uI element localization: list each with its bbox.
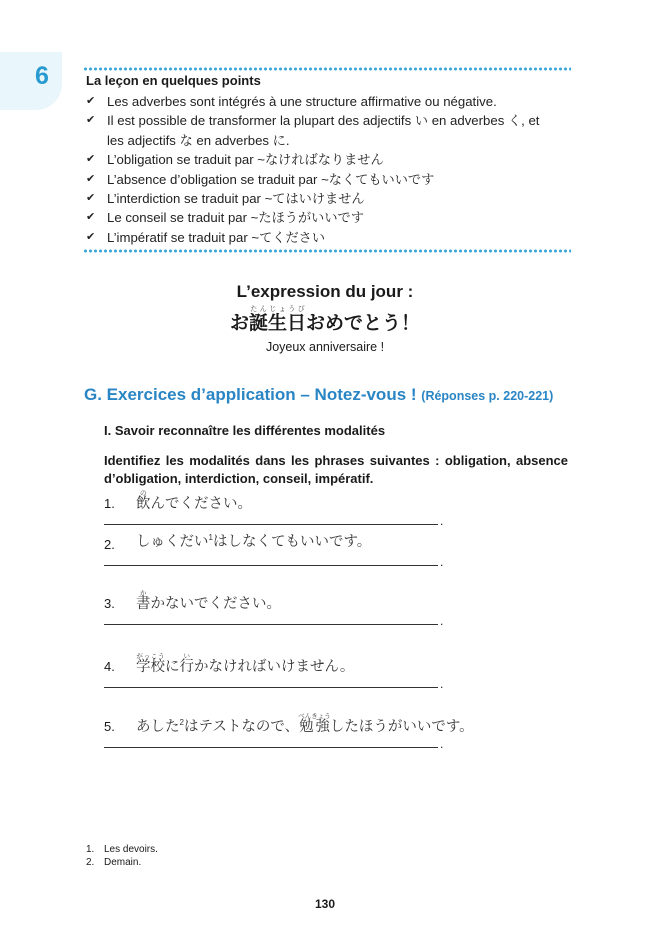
- furigana: がっこう: [136, 652, 165, 660]
- expression-kanji: 誕生日たんじょうび: [248, 305, 306, 334]
- exercise-number: 4.: [104, 659, 115, 674]
- answer-period: .: [440, 614, 444, 628]
- kanji-with-furigana: 書か: [136, 589, 151, 612]
- dotted-divider-top: [83, 67, 571, 71]
- expression-furigana: たんじょうび: [248, 305, 306, 313]
- answers-reference: (Réponses p. 220-221): [421, 389, 554, 403]
- checkmark-icon: ✔: [86, 172, 96, 185]
- furigana: べんきょう: [298, 712, 331, 720]
- expression-prefix: お: [229, 312, 249, 334]
- summary-item: [86, 189, 576, 208]
- checkmark-icon: ✔: [86, 192, 96, 205]
- footnote-marker: 2: [179, 718, 184, 728]
- chapter-number: 6: [35, 62, 49, 90]
- exercise-instructions: Identifiez les modalités dans les phrases suivantes : obligation, absence d’obligation, interdiction, conseil, impératif.: [104, 453, 568, 486]
- summary-title: La leçon en quelques points: [86, 73, 261, 88]
- answer-line[interactable]: [104, 624, 438, 625]
- subsection-title: I. Savoir reconnaître les différentes modalités: [104, 423, 386, 438]
- sentence-text: んでください。: [150, 496, 252, 512]
- summary-item: [86, 111, 576, 150]
- sentence-text: かないでください。: [150, 596, 281, 612]
- expression-translation: Joyeux anniversaire !: [265, 340, 385, 354]
- sentence-text: したほうがいいです。: [329, 719, 474, 735]
- exercise-number: 1.: [104, 496, 115, 511]
- footnote: 1. Les devoirs.: [86, 844, 158, 855]
- summary-list: [86, 92, 576, 247]
- expression-japanese: [0, 305, 650, 335]
- answer-period: .: [440, 555, 444, 569]
- exercise-sentence: [136, 589, 281, 613]
- footnote: 2. Demain.: [86, 857, 142, 868]
- expression-suffix: おめでとう！: [306, 312, 421, 334]
- summary-item-text: L’interdiction se traduit par ~てはいけません: [107, 191, 365, 207]
- summary-item: [86, 228, 576, 247]
- page-number: 130: [314, 897, 336, 911]
- answer-line[interactable]: [104, 687, 438, 688]
- section-heading: [84, 385, 584, 405]
- furigana: の: [136, 489, 151, 497]
- answer-line[interactable]: [104, 524, 438, 525]
- exercise-number: 5.: [104, 719, 115, 734]
- exercise-sentence: [136, 712, 474, 736]
- summary-item: [86, 208, 576, 227]
- summary-item-text: Il est possible de transformer la plupart des adjectifs い en adverbes く, et: [107, 113, 540, 129]
- kanji-with-furigana: 学校がっこう: [136, 652, 165, 675]
- exercise-sentence: [136, 652, 354, 676]
- exercise-number: 2.: [104, 537, 115, 552]
- furigana: か: [136, 589, 151, 597]
- answer-line[interactable]: [104, 747, 438, 748]
- answer-period: .: [440, 514, 444, 528]
- footnotes: [86, 843, 158, 869]
- kanji-with-furigana: 飲の: [136, 489, 151, 512]
- sentence-text: あした: [136, 719, 180, 735]
- checkmark-icon: ✔: [86, 211, 96, 224]
- checkmark-icon: ✔: [86, 153, 96, 166]
- expression-title: L’expression du jour :: [236, 282, 414, 301]
- sentence-text: に: [165, 659, 180, 675]
- sentence-text: しゅくだい: [136, 534, 209, 550]
- summary-item: [86, 150, 576, 169]
- answer-period: .: [440, 737, 444, 751]
- furigana: い: [179, 652, 194, 660]
- checkmark-icon: ✔: [86, 114, 96, 127]
- answer-period: .: [440, 677, 444, 691]
- expression-of-the-day: [0, 282, 650, 354]
- checkmark-icon: ✔: [86, 95, 96, 107]
- summary-item-text: Les adverbes sont intégrés à une structure affirmative ou négative.: [107, 94, 497, 109]
- footnote-marker: 1: [208, 533, 213, 543]
- dotted-divider-bottom: [83, 249, 571, 253]
- summary-item-text: L’obligation se traduit par ~なければなりません: [107, 152, 384, 168]
- kanji-with-furigana: 行い: [179, 652, 194, 675]
- summary-item-text: L’absence d’obligation se traduit par ~なくてもいいです: [107, 171, 435, 187]
- summary-item-text: Le conseil se traduit par ~たほうがいいです: [107, 210, 364, 226]
- checkmark-icon: ✔: [86, 230, 96, 243]
- exercise-sentence: [136, 530, 371, 551]
- exercise-sentence: [136, 489, 252, 513]
- sentence-text: かなければいけません。: [194, 659, 355, 675]
- section-title: G. Exercices d’application – Notez-vous !: [84, 385, 417, 404]
- lesson-summary: [86, 73, 576, 247]
- chapter-tab: [0, 52, 62, 110]
- exercise-number: 3.: [104, 596, 115, 611]
- sentence-text: はしなくてもいいです。: [212, 534, 372, 550]
- summary-item-text: les adjectifs な en adverbes に.: [107, 132, 290, 148]
- answer-line[interactable]: [104, 565, 438, 566]
- summary-item-text: L’impératif se traduit par ~てください: [107, 229, 326, 245]
- kanji-with-furigana: 勉強べんきょう: [298, 712, 331, 735]
- summary-item: [86, 92, 576, 111]
- summary-item: [86, 170, 576, 189]
- sentence-text: はテストなので、: [183, 719, 300, 735]
